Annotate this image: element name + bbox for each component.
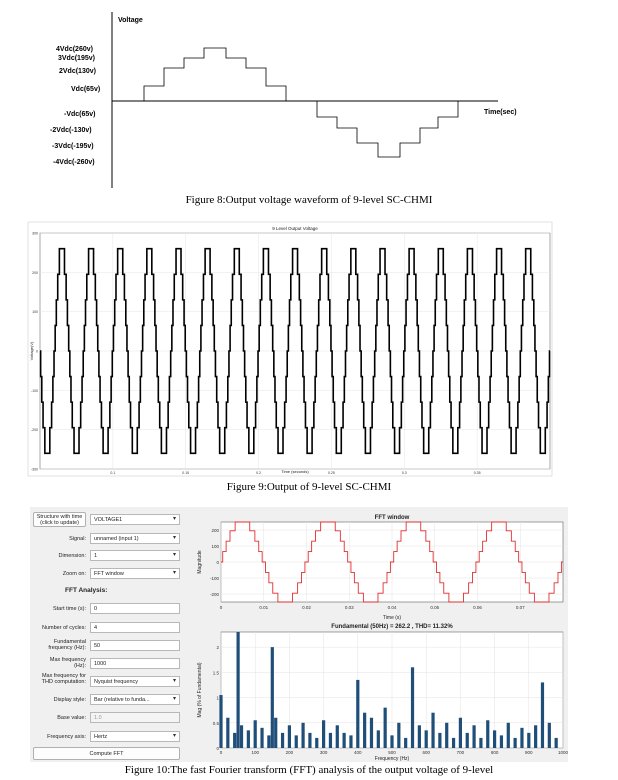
spectrum-bar <box>425 730 428 748</box>
display-style-select[interactable]: Bar (relative to funda... ▾ <box>90 694 180 705</box>
spectrum-bar <box>247 730 250 748</box>
spectrum-bar <box>472 725 475 748</box>
fig10-caption: Figure 10:The fast Fourier transform (FFT) analysis of the output voltage of 9-level <box>124 764 494 776</box>
fig9-x-tick: 0.25 <box>328 471 335 475</box>
fig8-caption: Figure 8:Output voltage waveform of 9-level SC-CHMI <box>185 194 433 206</box>
fig8-x-axis-label: Time(sec) <box>484 109 517 116</box>
spectrum-x-tick: 600 <box>422 750 430 755</box>
fft-window-x-tick: 0.07 <box>515 605 525 610</box>
spectrum-bar <box>308 733 311 748</box>
spectrum-bar <box>555 738 558 748</box>
spectrum-bar <box>404 738 407 748</box>
fig9-xlabel: Time (seconds) <box>281 469 309 474</box>
fft-window-x-tick: 0.04 <box>387 605 397 610</box>
display-style-label: Display style: <box>53 697 86 703</box>
spectrum-xlabel: Frequency (Hz) <box>374 756 410 762</box>
signal-label: Signal: <box>69 536 86 542</box>
spectrum-x-tick: 1000 <box>557 750 569 755</box>
cycles-input[interactable]: 4 <box>90 622 180 633</box>
fft-window-ylabel: Magnitude <box>197 550 203 574</box>
spectrum-bar <box>466 733 469 748</box>
spectrum-bar <box>418 725 421 748</box>
spectrum-bar <box>226 718 229 748</box>
fig9-y-tick: -200 <box>30 428 38 433</box>
spectrum-bar <box>370 718 373 748</box>
spectrum-bar <box>240 725 243 748</box>
spectrum-x-tick: 200 <box>285 750 294 755</box>
fig9-y-tick: -100 <box>30 388 38 393</box>
spectrum-y-tick: 0.5 <box>212 720 219 726</box>
fig8-level-4vdc: 4Vdc(260v) <box>56 46 93 53</box>
spectrum-bar <box>267 735 270 748</box>
spectrum-bar <box>493 730 496 748</box>
spectrum-x-tick: 0 <box>219 750 223 755</box>
spectrum-y-tick: 1 <box>216 695 219 701</box>
fft-window-y-tick: 200 <box>211 528 219 533</box>
fig9-x-tick: 0.35 <box>473 471 481 475</box>
fft-window-title: FFT window <box>374 515 410 521</box>
start-time-input[interactable]: 0 <box>90 603 180 614</box>
spectrum-bar <box>315 738 318 748</box>
spectrum-bar <box>411 667 414 748</box>
spectrum-bar <box>445 723 448 748</box>
spectrum-bar <box>295 735 298 748</box>
fig8-level-3vdc: 3Vdc(195v) <box>58 55 95 62</box>
fig9-plot-svg <box>28 222 552 476</box>
fig8-level-neg-vdc: -Vdc(65v) <box>64 111 96 118</box>
spectrum-bar <box>390 735 393 748</box>
zoom-label: Zoom on: <box>62 571 86 577</box>
fft-window-x-tick: 0 <box>219 605 223 610</box>
fig9-x-tick: 0.2 <box>256 471 262 475</box>
spectrum-bar <box>233 733 236 748</box>
spectrum-bar <box>288 725 291 748</box>
spectrum-x-tick: 100 <box>251 750 259 755</box>
fft-window-x-tick: 0.05 <box>430 605 440 610</box>
spectrum-bar <box>479 738 482 748</box>
spectrum-bar <box>500 735 503 748</box>
spectrum-bar <box>507 723 510 748</box>
fig8-staircase-line <box>122 48 498 157</box>
start-time-label: Start time (s): <box>52 606 86 612</box>
structure-select[interactable]: VOLTAGE1 ▾ <box>90 514 180 525</box>
spectrum-x-tick: 400 <box>354 750 362 755</box>
fig8-level-2vdc: 2Vdc(130v) <box>59 68 96 75</box>
fig9-title: 9 Level Output Voltage <box>272 226 318 231</box>
spectrum-bar <box>237 632 240 748</box>
signal-select[interactable]: unnamed (input 1) ▾ <box>90 533 180 544</box>
spectrum-bar <box>254 720 257 748</box>
cycles-label: Number of cycles: <box>41 625 86 631</box>
fig8-level-neg-4vdc: -4Vdc(-260v) <box>53 159 95 166</box>
spectrum-bar <box>322 720 325 748</box>
spectrum-bar <box>343 733 346 748</box>
spectrum-bar <box>349 735 352 748</box>
fft-window-x-tick: 0.01 <box>259 605 269 610</box>
fig9-y-tick: 300 <box>32 231 38 236</box>
fig9-x-tick: 0.1 <box>110 471 116 475</box>
fig9-caption: Figure 9:Output of 9-level SC-CHMI <box>226 481 392 493</box>
spectrum-bar <box>527 733 530 748</box>
spectrum-bar <box>356 680 359 748</box>
spectrum-x-tick: 300 <box>319 750 328 755</box>
dimension-label: Dimension: <box>58 553 86 559</box>
spectrum-ylabel: Mag (% of Fundamental) <box>197 662 203 718</box>
spectrum-bar <box>541 682 544 748</box>
spectrum-bar <box>329 733 332 748</box>
max-freq-label: Max frequency (Hz): <box>49 657 86 669</box>
fig9-y-tick: 200 <box>32 270 38 275</box>
spectrum-bar <box>260 728 263 748</box>
fft-window-y-tick: 0 <box>216 560 219 565</box>
spectrum-bar <box>486 720 489 748</box>
base-value-input[interactable]: 1.0 <box>90 712 180 723</box>
spectrum-bar <box>459 718 462 748</box>
fft-window-y-tick: 100 <box>211 544 219 549</box>
spectrum-bar <box>274 718 277 748</box>
fft-window-plot <box>193 512 566 622</box>
fft-analysis-heading: FFT Analysis: <box>65 587 108 594</box>
compute-fft-button[interactable]: Compute FFT <box>33 747 180 760</box>
structure-update-button[interactable]: Structure with time (click to update) <box>33 512 86 527</box>
spectrum-bar <box>384 708 387 748</box>
freq-axis-label: Frequency axis: <box>47 734 86 740</box>
base-value-label: Base value: <box>57 715 86 721</box>
spectrum-title: Fundamental (50Hz) = 262.2 , THD= 11.32% <box>331 624 453 630</box>
fig8-level-neg-2vdc: -2Vdc(-130v) <box>50 127 92 134</box>
spectrum-bar <box>514 738 517 748</box>
spectrum-x-tick: 500 <box>388 750 396 755</box>
fft-window-xlabel: Time (s) <box>382 615 402 621</box>
spectrum-bar <box>438 733 441 748</box>
spectrum-x-tick: 900 <box>525 750 533 755</box>
fft-analysis-panel <box>30 507 568 762</box>
dimension-select[interactable]: 1 ▾ <box>90 550 180 561</box>
fft-window-y-tick: -200 <box>209 592 219 597</box>
fig9-x-tick: 0.15 <box>182 471 190 475</box>
zoom-select[interactable]: FFT window ▾ <box>90 568 180 579</box>
spectrum-bar <box>219 695 222 748</box>
spectrum-bar <box>452 738 455 748</box>
fund-freq-label: Fundamental frequency (Hz): <box>48 639 86 651</box>
fig9-ylabel: Voltage(V) <box>29 341 34 361</box>
spectrum-bar <box>336 725 339 748</box>
spectrum-y-tick: 0 <box>216 746 219 751</box>
fft-window-x-tick: 0.03 <box>344 605 354 610</box>
spectrum-bar <box>520 728 523 748</box>
fig8-y-axis-label: Voltage <box>118 17 143 24</box>
spectrum-bar <box>548 723 551 748</box>
fig8-level-neg-3vdc: -3Vdc(-195v) <box>52 143 94 150</box>
freq-axis-select[interactable]: Hertz ▾ <box>90 731 180 742</box>
spectrum-bar <box>431 713 434 748</box>
fig8-level-vdc: Vdc(65v) <box>71 86 101 93</box>
spectrum-x-tick: 700 <box>456 750 465 755</box>
spectrum-bar <box>301 723 304 748</box>
fig9-y-tick: 100 <box>32 310 38 315</box>
spectrum-y-tick: 1.5 <box>212 670 219 676</box>
spectrum-bar <box>397 723 400 748</box>
spectrum-bar <box>534 725 537 748</box>
fft-window-y-tick: -100 <box>209 576 219 581</box>
fft-spectrum-plot <box>193 620 569 762</box>
thd-max-freq-label: Max frequency for THD computation: <box>41 673 86 685</box>
spectrum-y-tick: 2 <box>216 645 219 651</box>
fig9-y-tick: 0 <box>36 349 38 354</box>
spectrum-x-tick: 800 <box>490 750 499 755</box>
spectrum-bar <box>271 647 274 748</box>
fund-freq-input[interactable]: 50 <box>90 640 180 651</box>
fft-window-x-tick: 0.06 <box>473 605 482 610</box>
spectrum-bar <box>281 733 284 748</box>
fig9-y-tick: -300 <box>30 467 38 472</box>
fft-window-x-tick: 0.02 <box>302 605 311 610</box>
max-freq-input[interactable]: 1000 <box>90 658 180 669</box>
spectrum-bar <box>377 730 380 748</box>
fig9-x-tick: 0.3 <box>401 471 407 475</box>
thd-max-freq-select[interactable]: Nyquist frequency ▾ <box>90 676 180 687</box>
spectrum-bar <box>363 713 366 748</box>
